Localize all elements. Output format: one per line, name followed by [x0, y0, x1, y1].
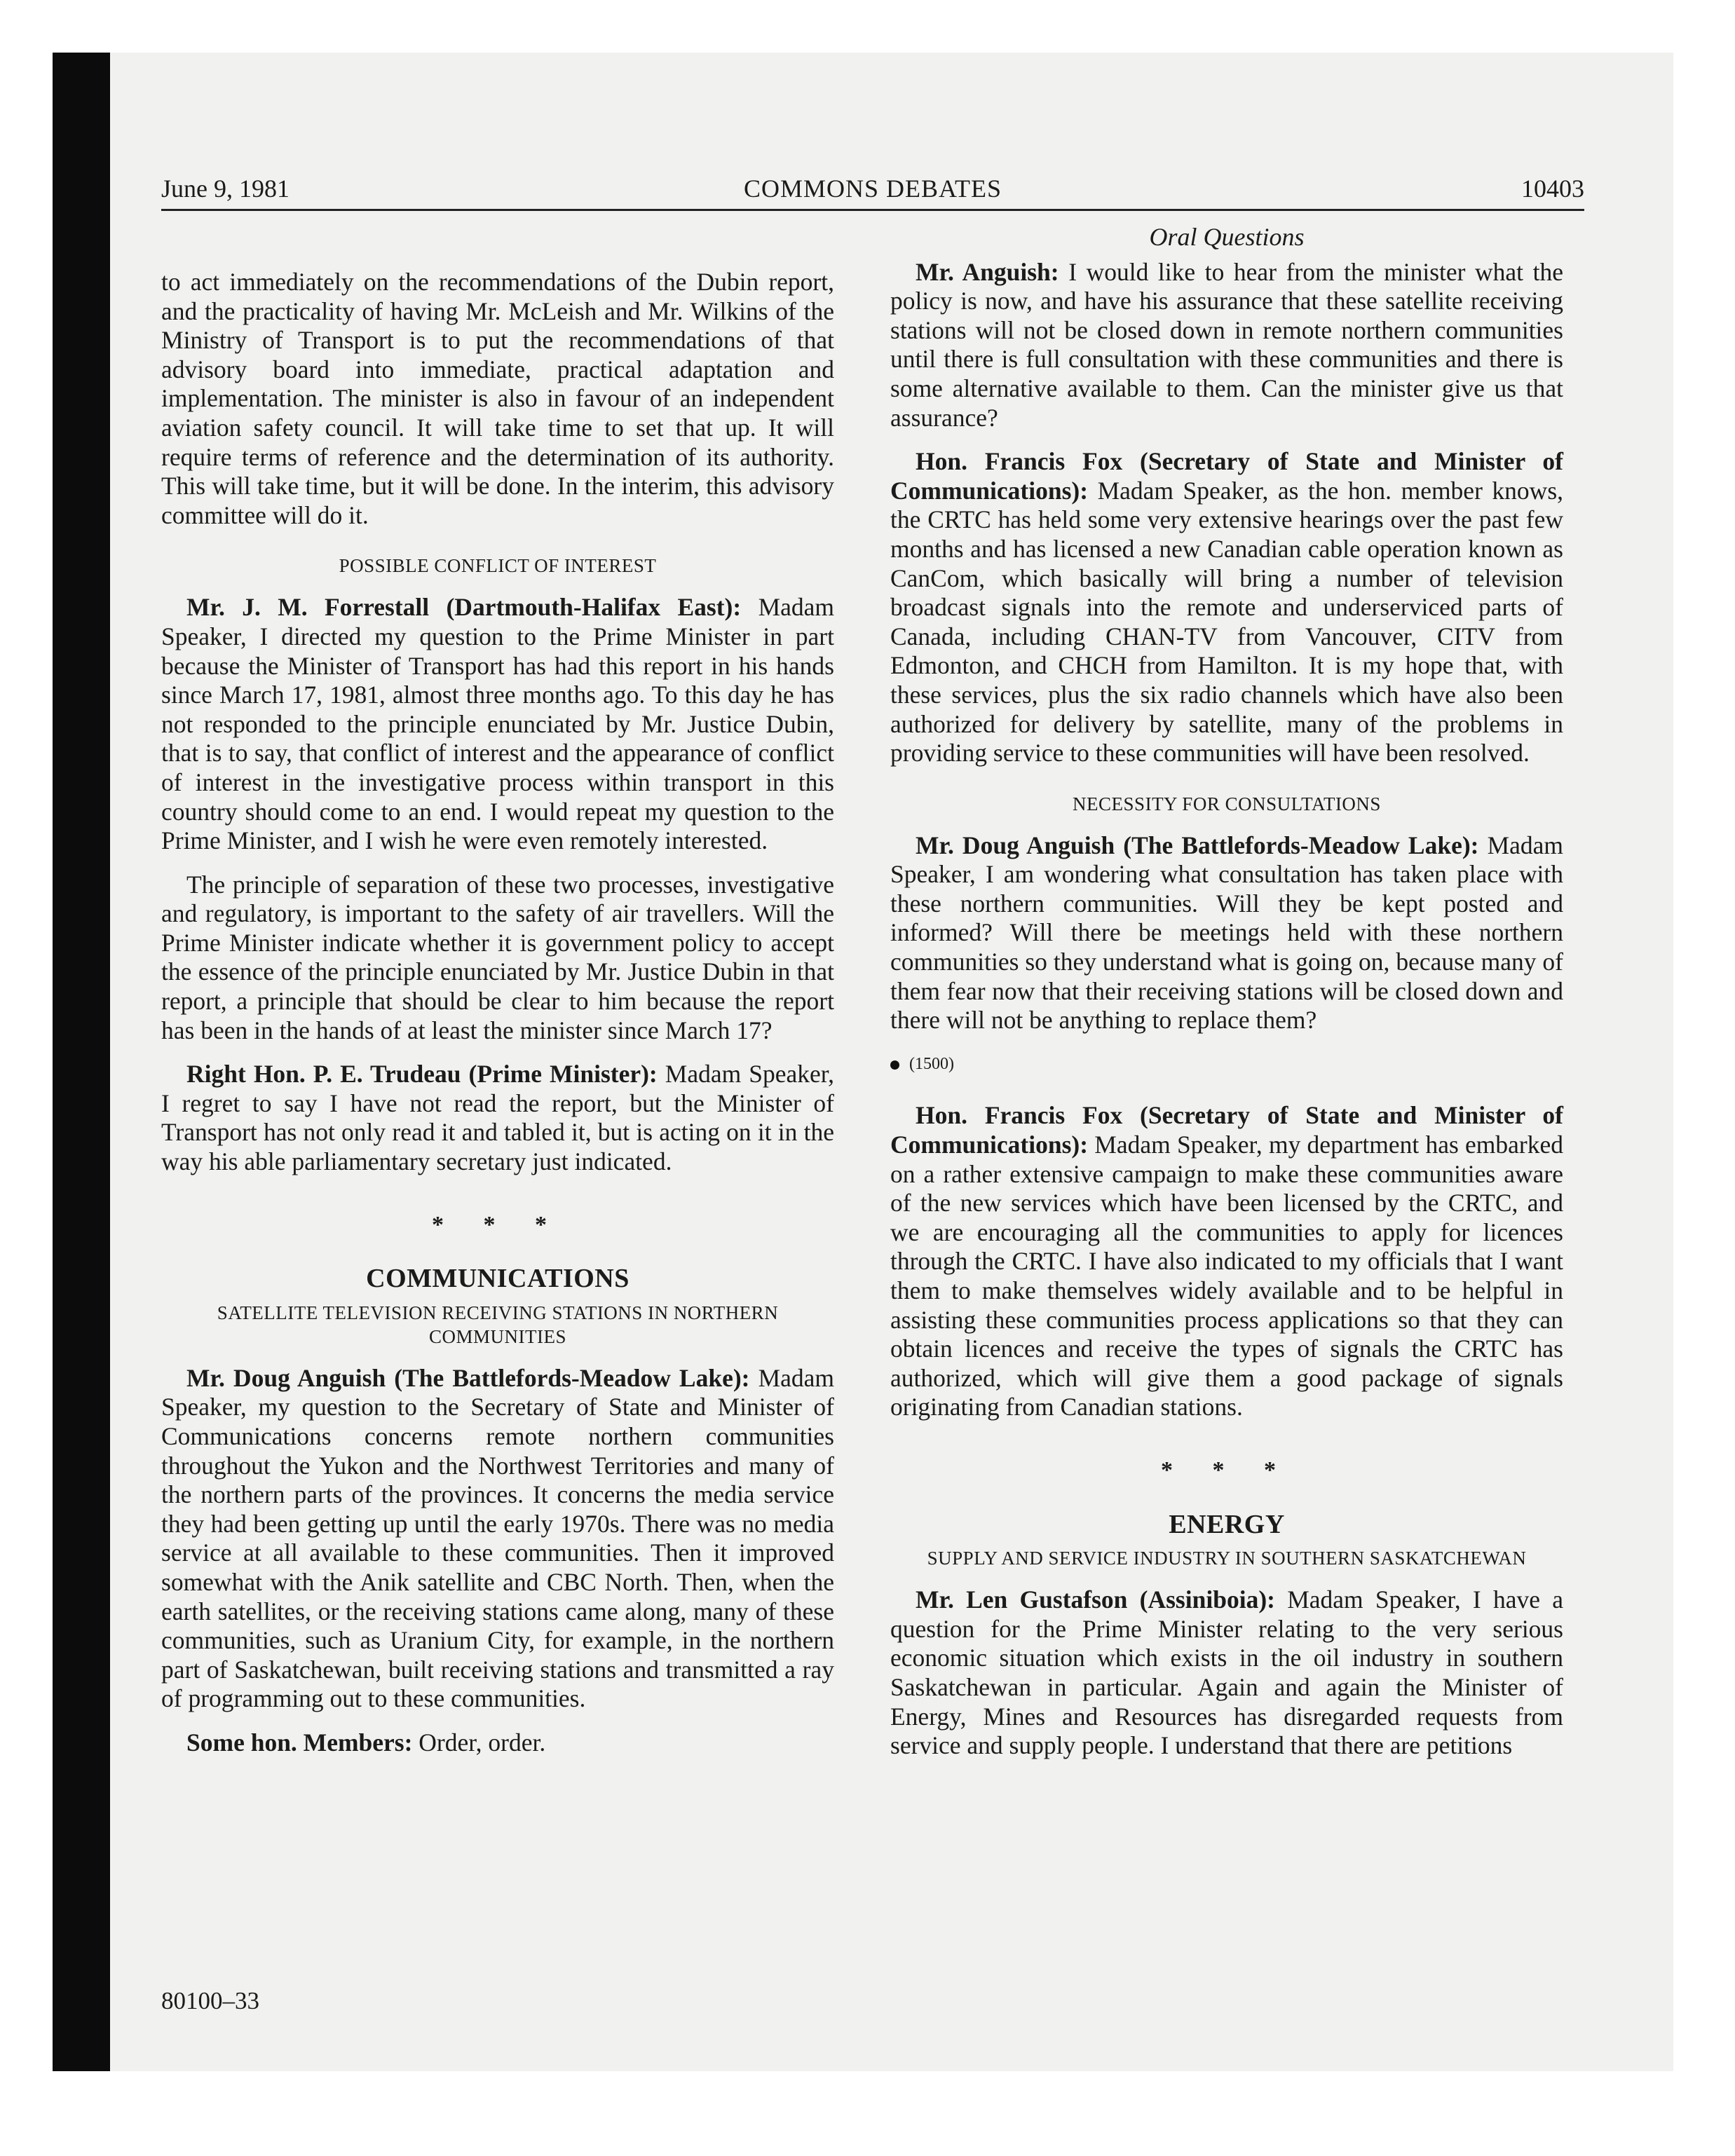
- header-page-number: 10403: [1521, 175, 1584, 203]
- footer-code: 80100–33: [161, 1987, 259, 2014]
- speaker-name: Mr. Anguish:: [916, 257, 1059, 286]
- time-marker: [890, 1050, 1563, 1079]
- speech-fox: [890, 447, 1563, 768]
- speaker-name: Hon. Francis Fox (Secretary of State and Minister of Communications):: [890, 1101, 1563, 1159]
- interjection-members: [161, 1728, 834, 1758]
- speech-text: Madam Speaker, my question to the Secretary of State and Minister of Communications concerns remote northern communities throughout the Yukon and the Northwest Territories and many of the northern parts of the provinces. It concerns the media service they had been getting up until the early 1970s. There was no media service at all available to these communities. Then it improved somewhat with the Anik satellite and CBC North. Then, when the earth satellites, or the receiving stations came along, many of these communities, such as Uranium City, for example, in the northern part of Saskatchewan, built receiving stations and transmitted a ray of programming out to these communities.: [161, 1363, 835, 1713]
- section-divider-stars: * * *: [432, 1211, 564, 1238]
- left-column: [161, 268, 834, 1773]
- subheading-supply-service: SUPPLY AND SERVICE INDUSTRY IN SOUTHERN SASKATCHEWAN: [927, 1548, 1527, 1569]
- right-column: [890, 223, 1563, 1775]
- speech-text: Madam Speaker, I directed my question to the Prime Minister in part because the Minister of Transport has had this report in his hands since March 17, 1981, almost three months ago. To this day he has not responded to the principle enunciated by Mr. Justice Dubin, that is to say, that conflict of interest and the appearance of conflict of interest in the investigative process within transport in this country should come to an end. I would repeat my question to the Prime Minister, and I wish he were even remotely interested.: [161, 593, 835, 855]
- speech-anguish-3: [890, 831, 1563, 1035]
- section-heading-communications: COMMUNICATIONS: [366, 1264, 630, 1294]
- section-heading-energy: ENERGY: [1169, 1509, 1285, 1539]
- speech-forrestall: [161, 593, 834, 855]
- continued-paragraph: to act immediately on the recommendations of the Dubin report, and the practicality of having Mr. McLeish and Mr. Wilkins of the Ministry of Transport is to put the recommendations of that advisory board into immediate, practical adaptation and implementation. The minister is also in favour of an independent aviation safety council. It will take time to set that up. It will require terms of reference and the determination of its authority. This will take time, but it will be done. In the interim, this advisory committee will do it.: [161, 268, 834, 529]
- speech-text: I would like to hear from the minister what the policy is now, and have his assurance that these satellite receiving stations will not be closed down in remote northern communities until there is full consultation with these communities and there is some alternative available to them. Can the minister give us that assurance?: [890, 257, 1563, 432]
- subheading-conflict-of-interest: POSSIBLE CONFLICT OF INTEREST: [339, 555, 657, 577]
- subheading-consultations: NECESSITY FOR CONSULTATIONS: [1073, 793, 1381, 814]
- header-title: COMMONS DEBATES: [743, 175, 1002, 203]
- speech-anguish: [161, 1364, 834, 1714]
- speech-text: Madam Speaker, my department has embarked on a rather extensive campaign to make these communities aware of the new services which have been licensed by the CRTC, and we are encouraging all the communities to apply for licences through the CRTC. I have also indicated to my officials that I want them to make themselves widely available and to be helpful in assisting these communities process applications so that they can obtain licences and receive the types of signals the CRTC has authorized, which will give them a good package of signals originating from Canadian stations.: [890, 1131, 1563, 1421]
- scan-margin-strip: [53, 53, 110, 2071]
- speech-anguish-2: [890, 258, 1563, 433]
- subheading-satellite-stations: SATELLITE TELEVISION RECEIVING STATIONS IN NORTHERN COMMUNITIES: [217, 1302, 779, 1347]
- bullet-dot-icon: [890, 1060, 899, 1070]
- speech-forrestall-continued: The principle of separation of these two processes, investigative and regulatory, is important to the safety of air travellers. Will the Prime Minister indicate whether it is government policy to accept the essence of the principle enunciated by Mr. Justice Dubin in that report, a principle that should be clear to him because the report has been in the hands of at least the minister since March 17?: [161, 870, 834, 1044]
- speaker-name: Right Hon. P. E. Trudeau (Prime Minister):: [186, 1060, 658, 1089]
- speech-text: Madam Speaker, I have a question for the Prime Minister relating to the very serious economic situation which exists in the oil industry in southern Saskatchewan in particular. Again and again the Minister of Energy, Mines and Resources has disregarded requests from service and supply people. I understand that there are petitions: [890, 1585, 1564, 1760]
- speech-text: Order, order.: [419, 1728, 546, 1756]
- speech-text: Madam Speaker, as the hon. member knows, the CRTC has held some very extensive hearings over the past few months and has licensed a new Canadian cable operation known as CanCom, which basically will bring a number of television broadcast signals into the remote and underserviced parts of Canada, including CHAN-TV from Vancouver, CITV from Edmonton, and CHCH from Hamilton. It is my hope that, with these services, plus the six radio channels which have also been authorized for delivery by satellite, many of the problems in providing service to these communities will have been resolved.: [890, 476, 1564, 767]
- running-header: [161, 174, 1584, 211]
- speaker-name: Mr. Len Gustafson (Assiniboia):: [916, 1585, 1275, 1614]
- rubric-oral-questions: Oral Questions: [1149, 223, 1305, 251]
- speaker-name: Hon. Francis Fox (Secretary of State and Minister of Communications):: [890, 447, 1563, 505]
- time-marker-text: (1500): [909, 1054, 954, 1073]
- speaker-name: Mr. Doug Anguish (The Battlefords-Meadow Lake):: [916, 831, 1479, 859]
- speaker-name: Some hon. Members:: [186, 1728, 413, 1756]
- header-date: June 9, 1981: [161, 175, 290, 203]
- section-divider-stars: * * *: [1161, 1456, 1293, 1483]
- speaker-name: Mr. Doug Anguish (The Battlefords-Meadow Lake):: [186, 1363, 750, 1392]
- speech-fox-2: [890, 1101, 1563, 1422]
- speech-gustafson: [890, 1585, 1563, 1761]
- speaker-name: Mr. J. M. Forrestall (Dartmouth-Halifax East):: [186, 593, 742, 622]
- speech-text: Madam Speaker, I regret to say I have not read the report, but the Minister of Transport has not only read it and tabled it, but is acting on it in the way his able parliamentary secretary just indicated.: [161, 1060, 834, 1176]
- speech-text: Madam Speaker, I am wondering what consultation has taken place with these northern communities. Will they be kept posted and informed? Will there be meetings held with these northern communities so they understand what is going on, because many of them fear now that their receiving stations will be closed down and there will not be anything to replace them?: [890, 831, 1564, 1035]
- speech-trudeau: [161, 1060, 834, 1176]
